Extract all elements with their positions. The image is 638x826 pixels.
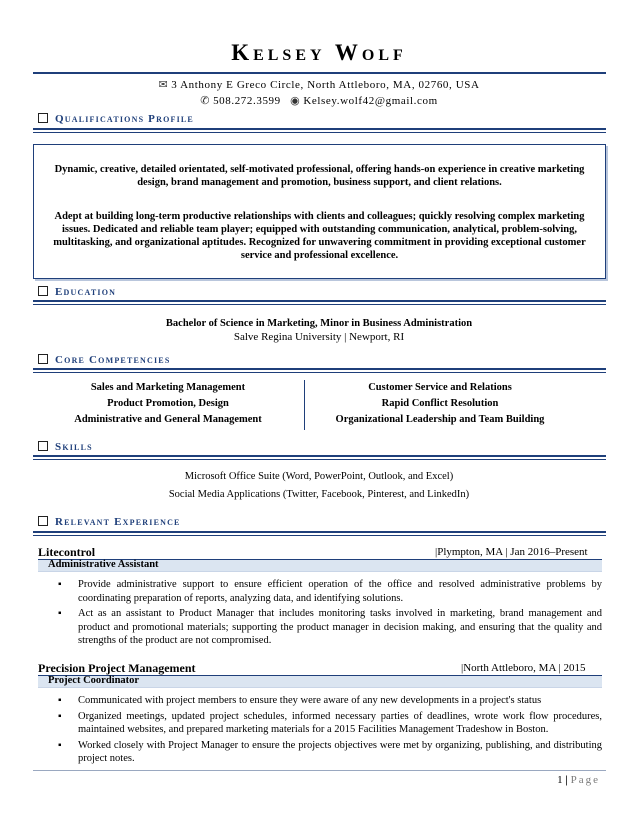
checkbox-icon: [38, 441, 48, 451]
address-text: 3 Anthony E Greco Circle, North Attleboro, MA, 02760, USA: [171, 79, 480, 91]
section-skills: [38, 441, 93, 453]
section-rule: [33, 128, 606, 130]
qualifications-paragraph-1: Dynamic, creative, detailed orientated, self-motivated professional, offering hands-on experience in creative marketing design, brand management and promotion, business support, and client relations.: [54, 164, 585, 188]
competency-item: Sales and Marketing Management: [90, 382, 246, 393]
skill-item: Microsoft Office Suite (Word, PowerPoint, Outlook, and Excel): [184, 471, 454, 482]
section-title: Skills: [55, 441, 93, 453]
competencies-left: [38, 380, 298, 428]
checkbox-icon: [38, 354, 48, 364]
section-education: [38, 286, 116, 298]
section-rule-thin: [33, 535, 606, 536]
section-rule-thin: [33, 459, 606, 460]
job-company: Precision Project Management: [38, 661, 196, 675]
phone-text: 508.272.3599: [213, 95, 281, 107]
contact-line: [0, 94, 638, 107]
competencies-divider: [304, 380, 305, 430]
competency-item: Rapid Conflict Resolution: [381, 398, 499, 409]
job-title-bar: [38, 675, 602, 688]
email-text[interactable]: Kelsey.wolf42@gmail.com: [303, 95, 438, 107]
page-label: Page: [570, 774, 600, 786]
list-item: ▪ Communicated with project members to ensure they were aware of any new developments in a project's status: [58, 694, 602, 708]
checkbox-icon: [38, 113, 48, 123]
competency-item: Administrative and General Management: [74, 414, 262, 425]
list-item: ▪ Worked closely with Project Manager to ensure the projects objectives were met by organizing, publishing, and distributing project notes.: [58, 739, 602, 766]
list-item: ▪ Act as an assistant to Product Manager that includes monitoring tasks involved in marketing, brand management and product and promotional materials; supporting the product manager in decision making, and ensuring that the quality and strengths of the product are not compromised.: [58, 607, 602, 648]
competencies-right: [310, 380, 570, 428]
job-bullets: [58, 694, 602, 768]
competency-item: Organizational Leadership and Team Building: [335, 414, 545, 425]
candidate-name: Kelsey Wolf: [231, 40, 407, 65]
job-location: |Plympton, MA | Jan 2016–Present: [435, 546, 588, 558]
section-rule: [33, 531, 606, 533]
qualifications-paragraph-2: Adept at building long-term productive relationships with clients and colleagues; quickly resolving complex marketing issues. Dedicated and reliable team player; equipped with outstanding communication, analytical, problem-solving, multitasking, and organizational aptitudes. Recognized for unwavering commitment in providing exceptional customer service and professional excellence.: [53, 211, 586, 261]
section-qualifications: [38, 113, 194, 125]
address-line: [0, 78, 638, 91]
header-rule-top: [33, 72, 606, 74]
job-location: |North Attleboro, MA | 2015: [461, 662, 586, 674]
section-rule-thin: [33, 372, 606, 373]
checkbox-icon: [38, 516, 48, 526]
competency-item: Customer Service and Relations: [368, 382, 512, 393]
list-item: ▪ Provide administrative support to ensure efficient operation of the office and resolved administrative problems by coordinating preparation of reports, analyzing data, and identifying solutions.: [58, 578, 602, 605]
competency-item: Product Promotion, Design: [107, 398, 229, 409]
section-rule: [33, 368, 606, 370]
footer-rule: [33, 770, 606, 771]
list-item: ▪ Organized meetings, updated project schedules, informed necessary parties of deadlines, wrote work flow procedures, maintained websites, and prepared marketing materials for a 2015 Facilities Management Tradeshow in Boston.: [58, 710, 602, 737]
globe-icon: ◉: [290, 95, 301, 107]
envelope-icon: ✉: [158, 79, 169, 91]
degree: Bachelor of Science in Marketing, Minor in Business Administration: [165, 318, 473, 329]
section-rule-thin: [33, 304, 606, 305]
section-title: Education: [55, 286, 117, 298]
section-rule: [33, 455, 606, 457]
section-experience: [38, 516, 181, 528]
section-rule: [33, 300, 606, 302]
checkbox-icon: [38, 286, 48, 296]
skill-item: Social Media Applications (Twitter, Facebook, Pinterest, and LinkedIn): [168, 489, 470, 500]
job-title: Administrative Assistant: [48, 559, 159, 570]
phone-icon: ✆: [200, 95, 211, 107]
job-title-bar: [38, 559, 602, 572]
job-bullets: [58, 578, 602, 650]
job-title: Project Coordinator: [48, 675, 140, 686]
section-title: Relevant Experience: [55, 516, 181, 528]
school: Salve Regina University | Newport, RI: [233, 331, 405, 343]
page-separator: |: [565, 774, 568, 786]
job-company: Litecontrol: [38, 545, 96, 559]
section-title: Core Competencies: [55, 354, 171, 366]
section-rule-thin: [33, 132, 606, 133]
section-title: Qualifications Profile: [55, 113, 194, 125]
section-competencies: [38, 354, 171, 366]
page-footer: [557, 774, 600, 786]
page-number: 1: [557, 774, 563, 786]
